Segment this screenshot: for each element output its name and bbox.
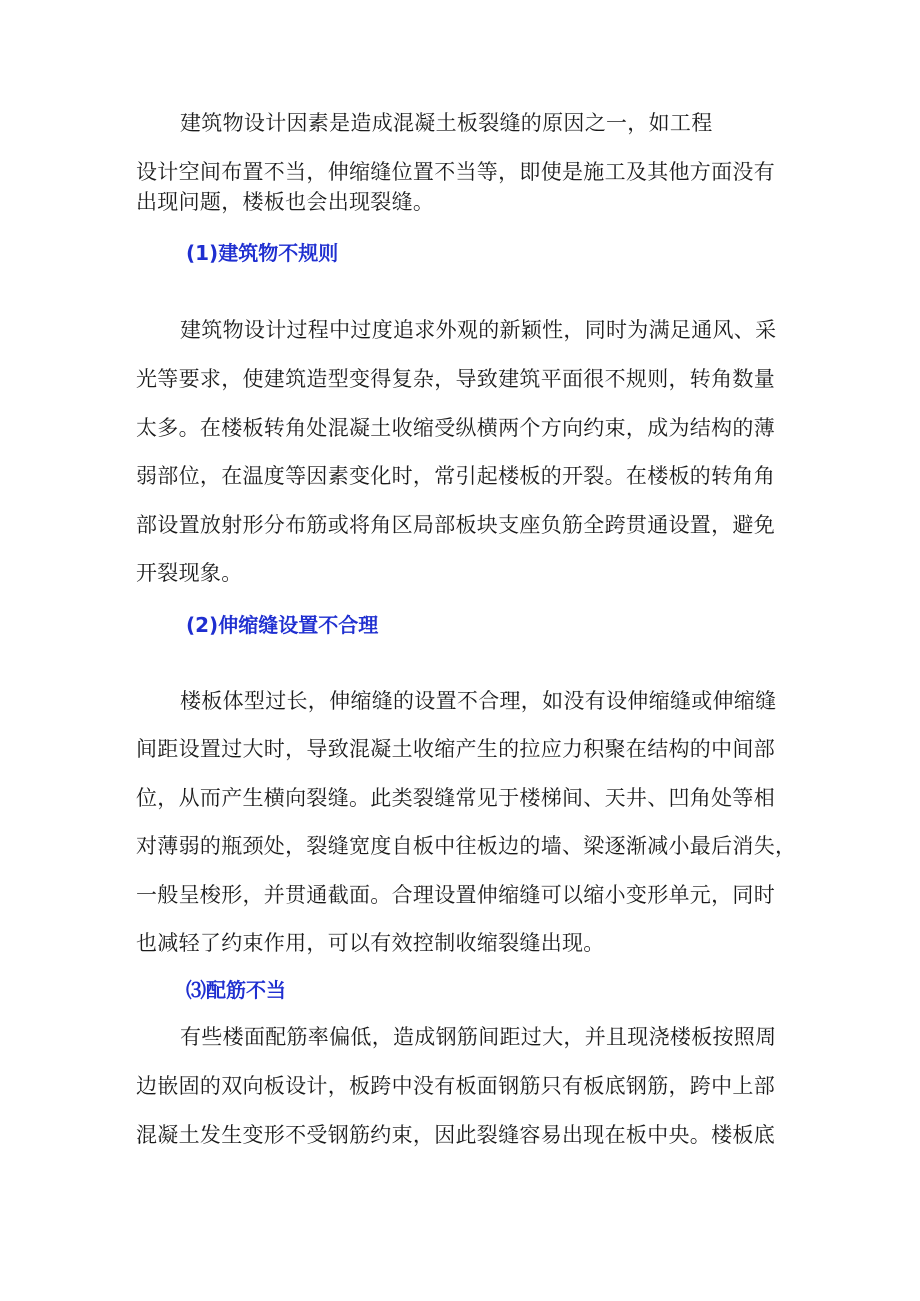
paragraph-2-line-1: 建筑物设计过程中过度追求外观的新颖性，同时为满足通风、采	[180, 318, 777, 342]
paragraph-2-line-5: 部设置放射形分布筋或将角区局部板块支座负筋全跨贯通设置，避免	[136, 513, 775, 537]
section-heading-3: ⑶配筋不当	[186, 978, 286, 1002]
paragraph-3-line-4: 对薄弱的瓶颈处，裂缝宽度自板中往板边的墙、梁逐渐减小最后消失，	[136, 834, 797, 858]
paragraph-1-line-3: 出现问题，楼板也会出现裂缝。	[136, 190, 435, 214]
paragraph-2-line-4: 弱部位，在温度等因素变化时，常引起楼板的开裂。在楼板的转角角	[136, 464, 775, 488]
paragraph-2-line-6: 开裂现象。	[136, 561, 243, 585]
paragraph-2-line-3: 太多。在楼板转角处混凝土收缩受纵横两个方向约束，成为结构的薄	[136, 416, 775, 440]
paragraph-4-line-2: 边嵌固的双向板设计，板跨中没有板面钢筋只有板底钢筋，跨中上部	[136, 1074, 775, 1098]
paragraph-4-line-3: 混凝土发生变形不受钢筋约束，因此裂缝容易出现在板中央。楼板底	[136, 1123, 775, 1147]
paragraph-3-line-6: 也减轻了约束作用，可以有效控制收缩裂缝出现。	[136, 931, 605, 955]
paragraph-4-line-1: 有些楼面配筋率偏低，造成钢筋间距过大，并且现浇楼板按照周	[180, 1025, 777, 1049]
paragraph-1-line-2: 设计空间布置不当，伸缩缝位置不当等，即使是施工及其他方面没有	[136, 160, 775, 184]
section-heading-2: (2)伸缩缝设置不合理	[186, 613, 379, 637]
paragraph-3-line-1: 楼板体型过长，伸缩缝的设置不合理，如没有设伸缩缝或伸缩缝	[180, 689, 777, 713]
paragraph-3-line-2: 间距设置过大时，导致混凝土收缩产生的拉应力积聚在结构的中间部	[136, 737, 775, 761]
section-heading-1: (1)建筑物不规则	[186, 241, 339, 265]
paragraph-1-line-1: 建筑物设计因素是造成混凝土板裂缝的原因之一，如工程	[180, 111, 713, 135]
paragraph-2-line-2: 光等要求，使建筑造型变得复杂，导致建筑平面很不规则，转角数量	[136, 367, 775, 391]
paragraph-3-line-3: 位，从而产生横向裂缝。此类裂缝常见于楼梯间、天井、凹角处等相	[136, 786, 775, 810]
paragraph-3-line-5: 一般呈梭形，并贯通截面。合理设置伸缩缝可以缩小变形单元，同时	[136, 883, 775, 907]
